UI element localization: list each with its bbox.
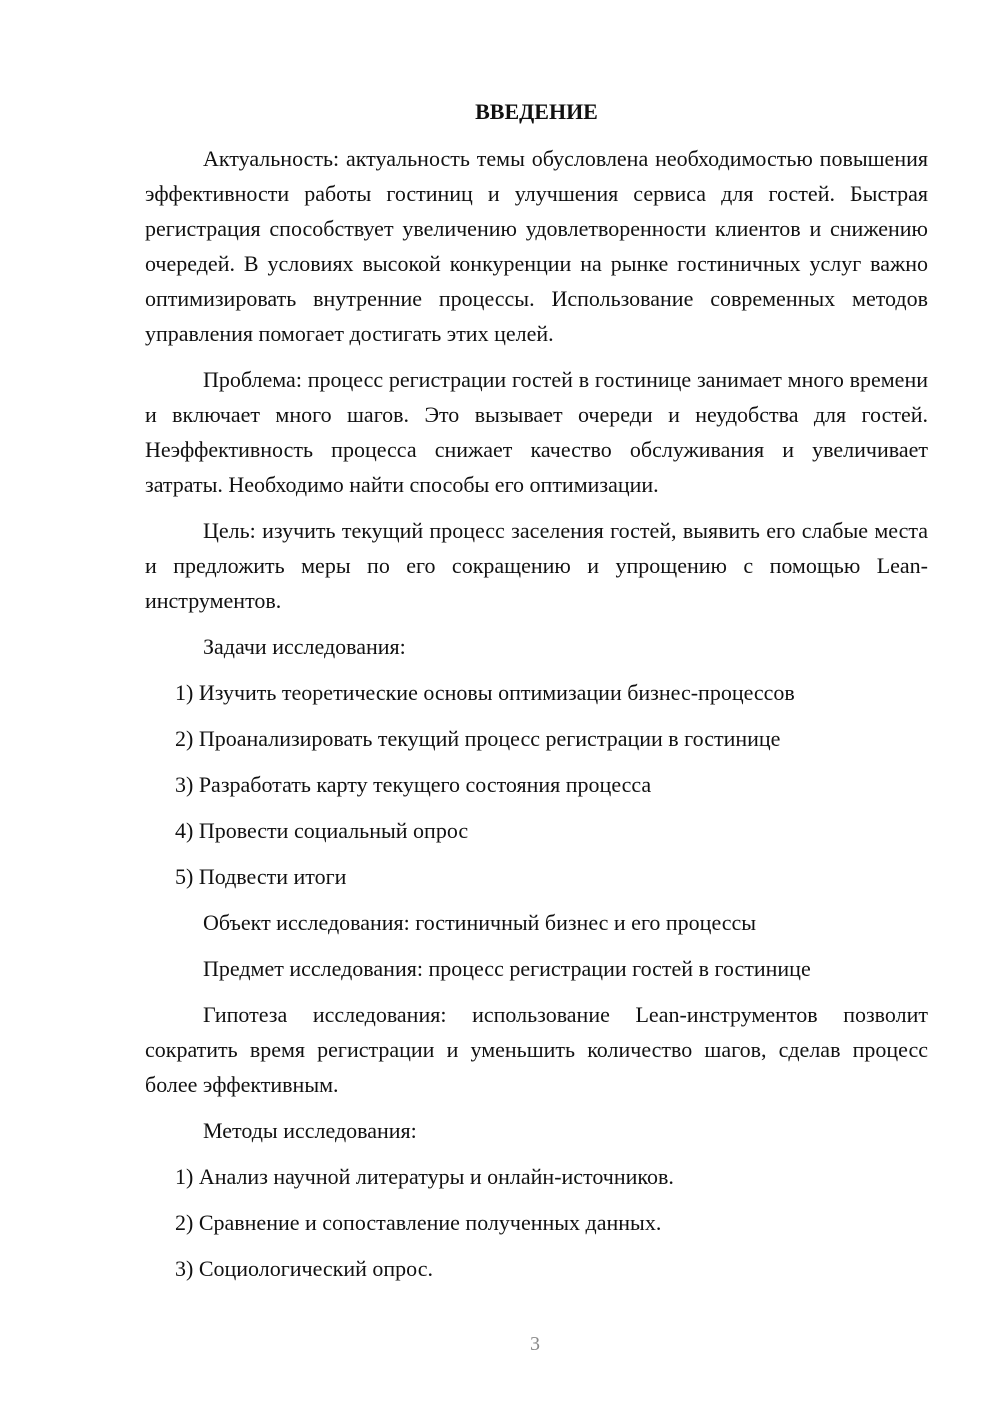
method-item: 1) Анализ научной литературы и онлайн-источников. bbox=[175, 1164, 674, 1189]
task-item: 3) Разработать карту текущего состояния процесса bbox=[175, 772, 652, 797]
task-item: 4) Провести социальный опрос bbox=[175, 818, 469, 843]
hypothesis-paragraph: Гипотеза исследования: использование Lean-инструментов позволит сократить время регистрации и уменьшить количество шагов, сделав процесс более эффективным. bbox=[145, 1002, 928, 1097]
relevance-paragraph: Актуальность: актуальность темы обусловлена необходимостью повышения эффективности работы гостиниц и улучшения сервиса для гостей. Быстрая регистрация способствует увеличению удовлетворенности клиентов и снижению очередей. В условиях высокой конкуренции на рынке гостиничных услуг важно оптимизировать внутренние процессы. Использование современных методов управления помогает достигать этих целей. bbox=[145, 146, 928, 346]
methods-intro: Методы исследования: bbox=[203, 1118, 417, 1143]
page-number: 3 bbox=[530, 1333, 540, 1355]
task-item: 2) Проанализировать текущий процесс регистрации в гостинице bbox=[175, 726, 781, 751]
tasks-list bbox=[145, 675, 928, 894]
object-line: Объект исследования: гостиничный бизнес и его процессы bbox=[203, 910, 757, 935]
method-item: 3) Социологический опрос. bbox=[175, 1256, 433, 1281]
subject-line: Предмет исследования: процесс регистрации гостей в гостинице bbox=[203, 956, 811, 981]
methods-list bbox=[145, 1159, 928, 1286]
task-item: 5) Подвести итоги bbox=[175, 864, 347, 889]
goal-paragraph: Цель: изучить текущий процесс заселения гостей, выявить его слабые места и предложить меры по его сокращению и упрощению с помощью Lean-инструментов. bbox=[145, 518, 928, 613]
problem-paragraph: Проблема: процесс регистрации гостей в гостинице занимает много времени и включает много шагов. Это вызывает очереди и неудобства для гостей. Неэффективность процесса снижает качество обслуживания и увеличивает затраты. Необходимо найти способы его оптимизации. bbox=[145, 367, 928, 497]
tasks-intro: Задачи исследования: bbox=[203, 634, 406, 659]
section-heading: ВВЕДЕНИЕ bbox=[475, 99, 598, 124]
page-content bbox=[145, 94, 928, 1297]
task-item: 1) Изучить теоретические основы оптимизации бизнес-процессов bbox=[175, 680, 795, 705]
method-item: 2) Сравнение и сопоставление полученных данных. bbox=[175, 1210, 662, 1235]
